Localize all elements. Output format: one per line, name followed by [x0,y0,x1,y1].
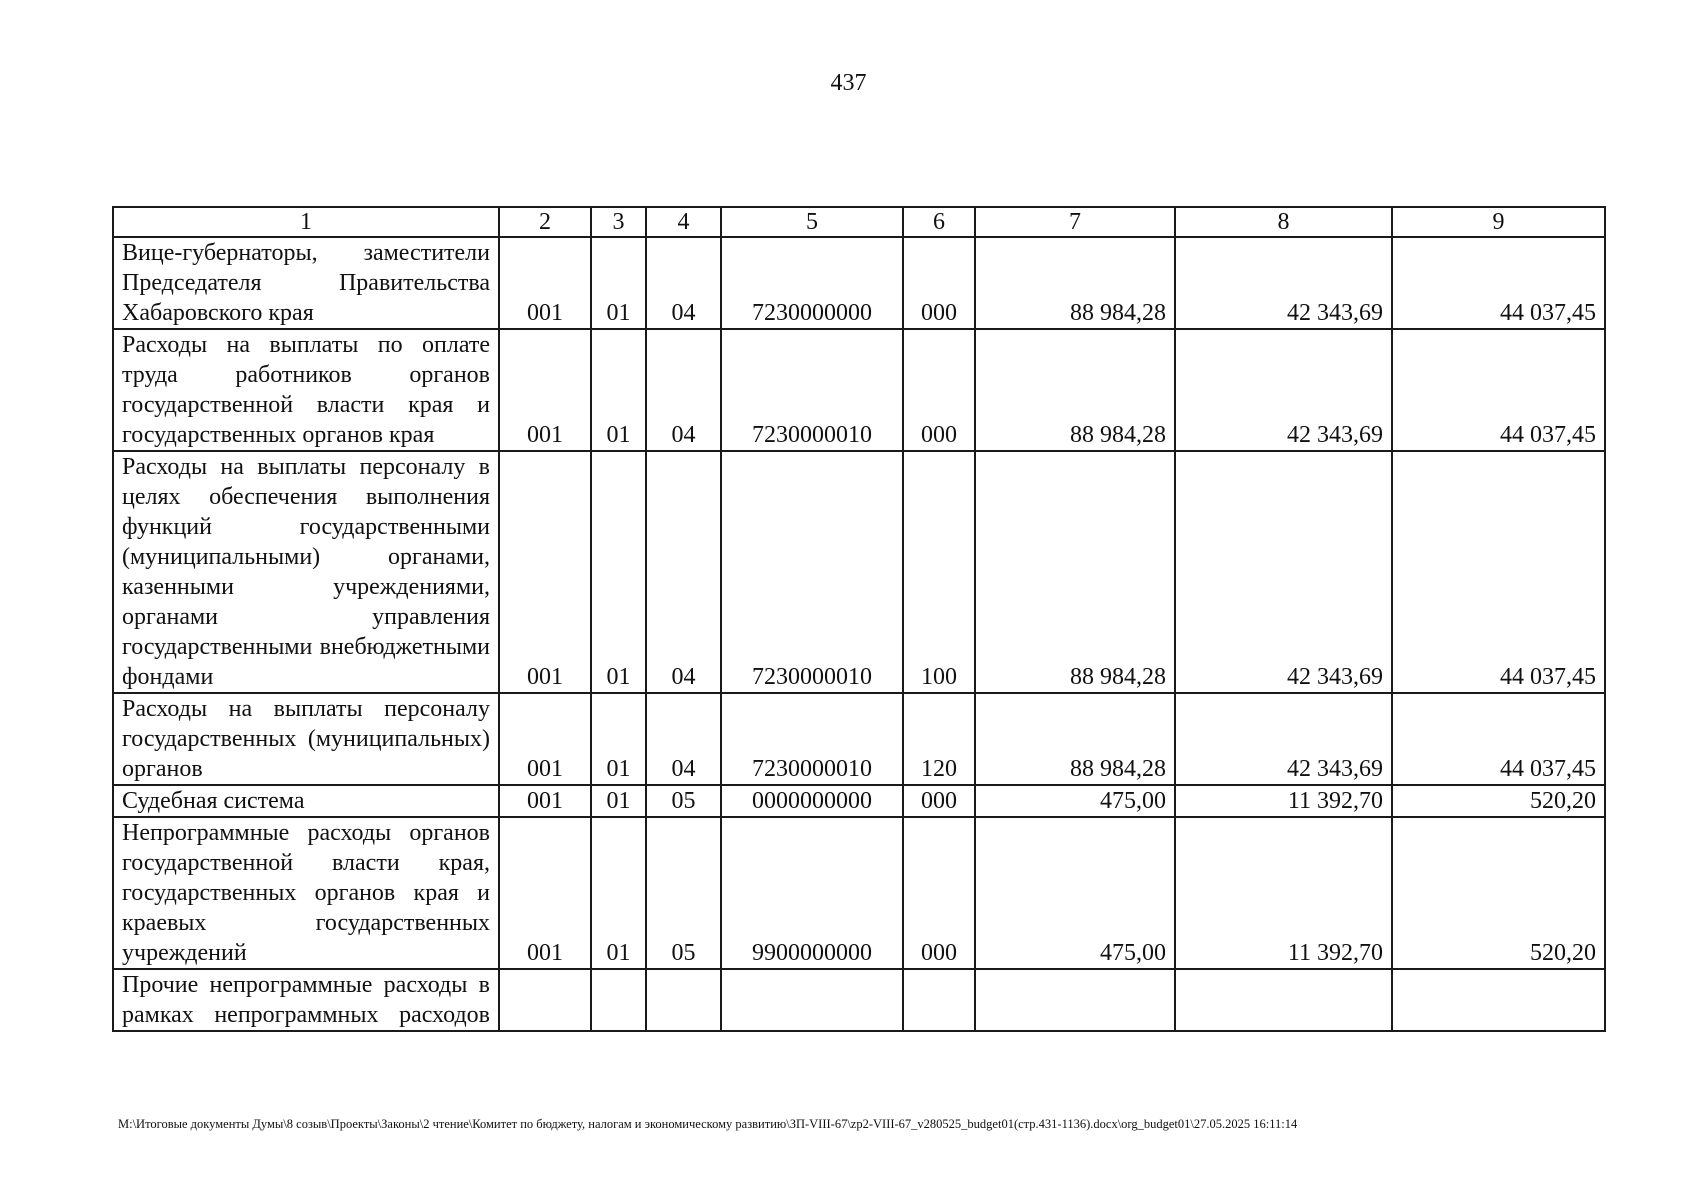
column-header-8: 8 [1175,207,1392,237]
cell-subsection-code: 04 [646,329,721,451]
column-header-9: 9 [1392,207,1605,237]
cell-section-code: 01 [591,329,646,451]
column-header-4: 4 [646,207,721,237]
row-name: Вице-губернаторы, заместители Председателя Правительства Хабаровского края [113,237,499,329]
cell-ministry-code [499,969,591,1031]
cell-amount-7: 475,00 [975,785,1175,817]
cell-expense-type-code: 000 [903,817,975,969]
cell-subsection-code: 05 [646,817,721,969]
table-row [113,329,1605,451]
cell-target-code: 9900000000 [721,817,903,969]
cell-amount-8: 42 343,69 [1175,451,1392,693]
cell-expense-type-code: 000 [903,785,975,817]
cell-target-code: 0000000000 [721,785,903,817]
column-header-6: 6 [903,207,975,237]
cell-target-code: 7230000010 [721,451,903,693]
cell-subsection-code: 05 [646,785,721,817]
cell-amount-8: 42 343,69 [1175,693,1392,785]
cell-amount-9: 520,20 [1392,785,1605,817]
cell-amount-8: 11 392,70 [1175,785,1392,817]
cell-section-code: 01 [591,237,646,329]
row-name: Прочие непрограммные расходы в рамках непрограммных расходов [113,969,499,1031]
row-name: Непрограммные расходы органов государственной власти края, государственных органов края и краевых государственных учреждений [113,817,499,969]
cell-target-code: 7230000010 [721,693,903,785]
cell-ministry-code: 001 [499,329,591,451]
cell-ministry-code: 001 [499,237,591,329]
cell-ministry-code: 001 [499,451,591,693]
cell-expense-type-code: 120 [903,693,975,785]
cell-ministry-code: 001 [499,693,591,785]
cell-amount-9: 44 037,45 [1392,693,1605,785]
cell-target-code [721,969,903,1031]
table-row [113,785,1605,817]
cell-amount-9: 520,20 [1392,817,1605,969]
footer-file-path: M:\Итоговые документы Думы\8 созыв\Проекты\Законы\2 чтение\Комитет по бюджету, налогам и экономическому развитию\ЗП-VIII-67\zp2-VIII-67_v280525_budget01(стр.431-1136).docx\org_budget01\27.05.2025 16:11:14 [118,1117,1298,1131]
cell-expense-type-code: 000 [903,237,975,329]
budget-table [112,206,1606,1032]
cell-expense-type-code: 100 [903,451,975,693]
cell-amount-9 [1392,969,1605,1031]
cell-section-code: 01 [591,785,646,817]
cell-amount-9: 44 037,45 [1392,451,1605,693]
table-row [113,451,1605,693]
cell-subsection-code [646,969,721,1031]
cell-amount-7: 88 984,28 [975,693,1175,785]
column-header-5: 5 [721,207,903,237]
table-row [113,817,1605,969]
cell-amount-7: 88 984,28 [975,329,1175,451]
cell-target-code: 7230000000 [721,237,903,329]
row-name: Расходы на выплаты по оплате труда работников органов государственной власти края и государственных органов края [113,329,499,451]
table-row [113,969,1605,1031]
cell-amount-8: 11 392,70 [1175,817,1392,969]
cell-amount-7 [975,969,1175,1031]
row-name: Судебная система [113,785,499,817]
row-name: Расходы на выплаты персоналу в целях обеспечения выполнения функций государственными (муниципальными) органами, казенными учреждениями, органами управления государственными внебюджетными фондами [113,451,499,693]
cell-amount-7: 88 984,28 [975,451,1175,693]
cell-subsection-code: 04 [646,237,721,329]
cell-amount-7: 88 984,28 [975,237,1175,329]
cell-section-code: 01 [591,693,646,785]
cell-amount-8: 42 343,69 [1175,237,1392,329]
cell-amount-9: 44 037,45 [1392,237,1605,329]
table-row [113,693,1605,785]
cell-expense-type-code: 000 [903,329,975,451]
column-header-3: 3 [591,207,646,237]
column-header-7: 7 [975,207,1175,237]
cell-ministry-code: 001 [499,817,591,969]
row-name: Расходы на выплаты персоналу государственных (муниципальных) органов [113,693,499,785]
cell-subsection-code: 04 [646,451,721,693]
cell-target-code: 7230000010 [721,329,903,451]
cell-subsection-code: 04 [646,693,721,785]
table-header-row [113,207,1605,237]
cell-amount-8 [1175,969,1392,1031]
cell-ministry-code: 001 [499,785,591,817]
table-row [113,237,1605,329]
column-header-2: 2 [499,207,591,237]
cell-section-code: 01 [591,817,646,969]
cell-amount-7: 475,00 [975,817,1175,969]
cell-section-code: 01 [591,451,646,693]
column-header-1: 1 [113,207,499,237]
cell-expense-type-code [903,969,975,1031]
page-number: 437 [830,70,867,96]
cell-amount-8: 42 343,69 [1175,329,1392,451]
cell-section-code [591,969,646,1031]
cell-amount-9: 44 037,45 [1392,329,1605,451]
